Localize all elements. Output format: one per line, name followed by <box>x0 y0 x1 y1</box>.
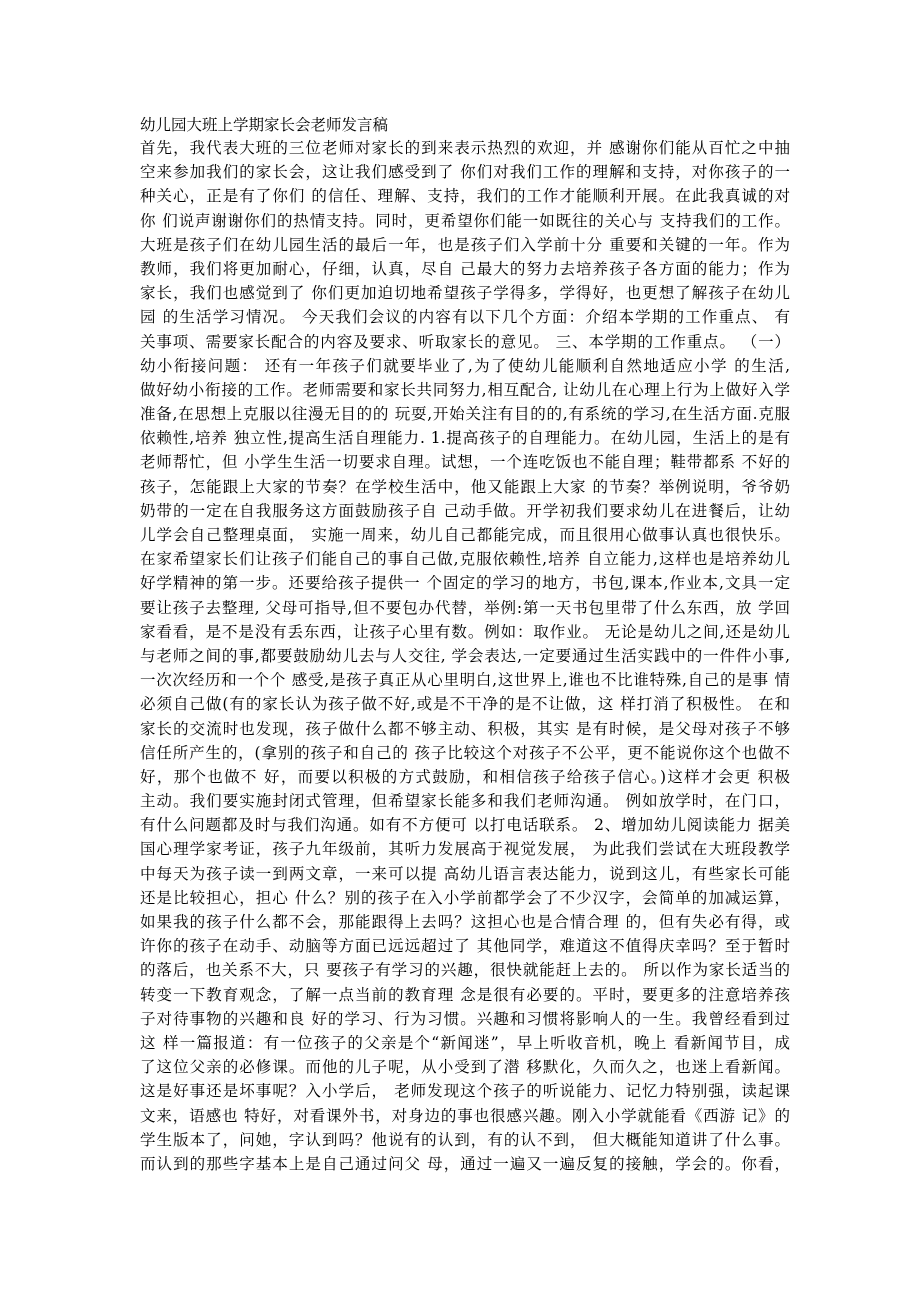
body-text-line: 在家希望家长们让孩子们能自己的事自己做,克服依赖性,培养 自立能力,这样也是培养幼儿 <box>140 550 790 569</box>
body-text-line: 首先，我代表大班的三位老师对家长的到来表示热烈的欢迎，并 感谢你们能从百忙之中抽 <box>140 139 790 157</box>
body-text-line: 种关心，正是有了你们 的信任、理解、支持，我们的工作才能顺利开展。在此我真诚的对 <box>140 187 790 206</box>
body-text-line: 转变一下教育观念，了解一点当前的教育理 念是很有必要的。平时，要更多的注意培养孩 <box>140 985 790 1004</box>
body-text-line: 国心理学家考证，孩子九年级前，其听力发展高于视觉发展， 为此我们尝试在大班段教学 <box>140 840 790 859</box>
body-text-line: 要让孩子去整理, 父母可指导,但不要包办代替，举例:第一天书包里带了什么东西，放 学回 <box>140 598 790 617</box>
body-text-line: 好，那个也做不 好，而要以积极的方式鼓励，和相信孩子给孩子信心。)这样才会更 积极 <box>140 767 790 786</box>
body-text-line: 中每天为孩子读一到两文章，一来可以提 高幼儿语言表达能力，说到这儿，有些家长可能 <box>140 864 790 883</box>
body-text-line: 必须自己做(有的家长认为孩子做不好,或是不干净的是不让做，这 样打消了积极性。 在和 <box>140 695 790 714</box>
body-text-line: 奶带的一定在自我服务这方面鼓励孩子自 己动手做。开学初我们要求幼儿在进餐后，让幼 <box>140 501 790 520</box>
body-text-line: 与老师之间的事,都要鼓励幼儿去与人交往, 学会表达,一定要通过生活实践中的一件件小事, <box>140 646 790 665</box>
body-text-line: 好学精神的第一步。还要给孩子提供一 个固定的学习的地方，书包,课本,作业本,文具一定 <box>140 574 790 593</box>
body-text-line: 信任所产生的，(拿别的孩子和自己的 孩子比较这个对孩子不公平，更不能说你这个也做不 <box>140 743 790 762</box>
body-text-line: 老师帮忙，但 小学生生活一切要求自理。试想，一个连吃饭也不能自理；鞋带都系 不好的 <box>140 453 790 472</box>
body-text-line: 这是好事还是坏事呢？入小学后， 老师发现这个孩子的听说能力、记忆力特别强，读起课 <box>140 1082 790 1101</box>
body-text-line: 了这位父亲的必修课。而他的儿子呢，从小受到了潜 移默化，久而久之，也迷上看新闻。 <box>140 1058 790 1077</box>
body-text-line: 家长的交流时也发现，孩子做什么都不够主动、积极，其实 是有时候，是父母对孩子不够 <box>140 719 790 738</box>
body-text-line: 关事项、需要家长配合的内容及要求、听取家长的意见。 三、本学期的工作重点。 （一） <box>140 332 790 351</box>
document-body <box>140 136 790 1176</box>
body-text-line: 一次次经历和一个个 感受,是孩子真正从心里明白,这世界上,谁也不比谁特殊,自己的是事 情 <box>140 671 790 690</box>
body-text-line: 园 的生活学习情况。 今天我们会议的内容有以下几个方面：介绍本学期的工作重点、 有 <box>140 308 790 327</box>
body-text-line: 做好幼小衔接的工作。老师需要和家长共同努力,相互配合, 让幼儿在心理上行为上做好入学 <box>140 380 790 399</box>
body-text-line: 如果我的孩子什么都不会，那能跟得上去吗？这担心也是合情合理 的，但有失必有得，或 <box>140 913 790 931</box>
body-text-line: 的落后，也关系不大，只 要孩子有学习的兴趣，很快就能赶上去的。 所以作为家长适当的 <box>140 961 790 980</box>
body-text-line: 空来参加我们的家长会，这让我们感受到了 你们对我们工作的理解和支持，对你孩子的一 <box>140 163 790 182</box>
body-text-line: 这 样一篇报道：有一位孩子的父亲是个“新闻迷”，早上听收音机，晚上 看新闻节目，成 <box>140 1033 790 1052</box>
body-text-line: 家看看，是不是没有丢东西，让孩子心里有数。例如：取作业。 无论是幼儿之间,还是幼儿 <box>140 622 790 641</box>
body-text-line: 有什么问题都及时与我们沟通。如有不方便可 以打电话联系。 2、增加幼儿阅读能力 据美 <box>140 816 790 835</box>
body-text-line: 子对待事物的兴趣和良 好的学习、行为习惯。兴趣和习惯将影响人的一生。我曾经看到过 <box>140 1009 790 1028</box>
body-text-line: 准备,在思想上克服以往漫无目的的 玩耍,开始关注有目的的,有系统的学习,在生活方面.克服 <box>140 405 790 424</box>
body-text-line: 你 们说声谢谢你们的热情支持。同时，更希望你们能一如既往的关心与 支持我们的工作。 <box>140 211 790 230</box>
body-text-line: 教师，我们将更加耐心，仔细，认真，尽自 己最大的努力去培养孩子各方面的能力；作为 <box>140 259 790 278</box>
body-text-line: 孩子，怎能跟上大家的节奏？在学校生活中，他又能跟上大家 的节奏？举例说明，爷爷奶 <box>140 477 790 496</box>
body-text-line: 家长，我们也感觉到了 你们更加迫切地希望孩子学得多，学得好，也更想了解孩子在幼儿 <box>140 284 790 303</box>
body-text-line: 文来，语感也 特好，对看课外书，对身边的事也很感兴趣。刚入小学就能看《西游 记》的 <box>140 1106 790 1125</box>
body-text-line: 还是比较担心，担心 什么？别的孩子在入小学前都学会了不少汉字，会简单的加减运算， <box>140 888 790 907</box>
body-text-line: 许你的孩子在动手、动脑等方面已远远超过了 其他同学，难道这不值得庆幸吗？至于暂时 <box>140 937 790 956</box>
body-text-line: 儿学会自己整理桌面， 实施一周来，幼儿自己都能完成，而且很用心做事认真也很快乐。 <box>140 526 790 544</box>
body-text-line: 学生版本了，问她，字认到吗？他说有的认到，有的认不到， 但大概能知道讲了什么事。 <box>140 1130 790 1149</box>
body-text-line: 幼小衔接问题： 还有一年孩子们就要毕业了,为了使幼儿能顺利自然地适应小学 的生活, <box>140 356 790 375</box>
body-text-line: 主动。我们要实施封闭式管理，但希望家长能多和我们老师沟通。 例如放学时，在门口， <box>140 792 790 811</box>
body-text-line: 依赖性,培养 独立性,提高生活自理能力. 1.提高孩子的自理能力。在幼儿园，生活上的是有 <box>140 429 790 448</box>
body-text-line: 而认到的那些字基本上是自己通过问父 母，通过一遍又一遍反复的接触，学会的。你看， <box>140 1154 790 1173</box>
body-text-line: 大班是孩子们在幼儿园生活的最后一年，也是孩子们入学前十分 重要和关键的一年。作为 <box>140 235 790 254</box>
document-title: 幼儿园大班上学期家长会老师发言稿 <box>140 116 389 134</box>
